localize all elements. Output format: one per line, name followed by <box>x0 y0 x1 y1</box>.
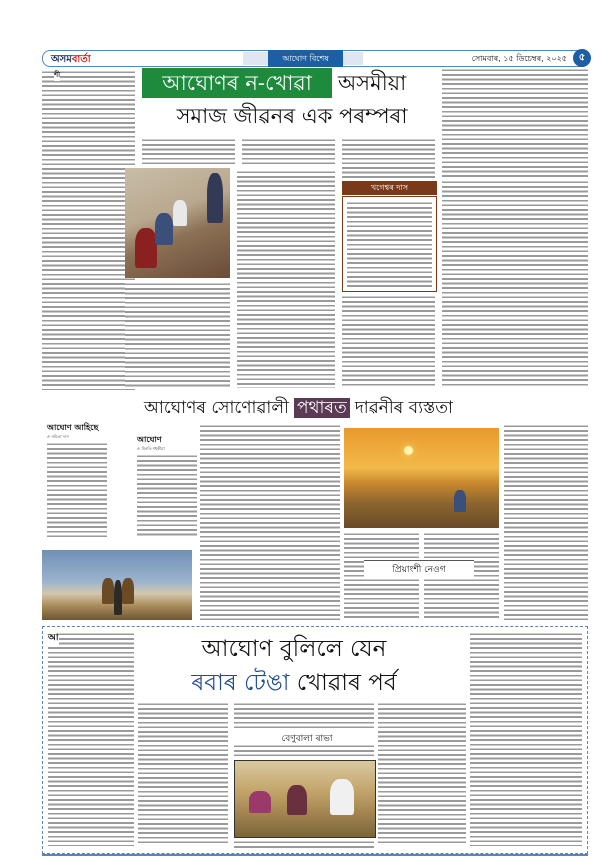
brand-logo <box>51 52 91 69</box>
photo-figure <box>173 200 187 226</box>
article3-column-3c <box>234 840 374 850</box>
article3-headline-rest: খোৱাৰ পৰ্ব <box>296 670 397 696</box>
article2-headline-highlight: পথাৰত <box>294 398 350 418</box>
article2-byline: প্ৰিয়াংশী নেওগ <box>364 560 474 577</box>
sidebar-box <box>342 196 437 292</box>
article1-column-5 <box>442 68 588 178</box>
photo-paddy-bundle <box>122 578 134 604</box>
article1-column-1 <box>42 70 135 390</box>
article1-headline-line2: সমাজ জীৱনৰ এক পৰম্পৰা <box>176 104 408 128</box>
photo-figure <box>135 228 157 268</box>
article3-headline-line1: আঘোণ বুলিলে যেন <box>201 636 387 662</box>
article1-dropcap: শী <box>54 71 61 79</box>
photo-figure <box>155 213 173 245</box>
poem2-title: আঘোণ <box>137 434 162 444</box>
article1-headline-rest: অসমীয়া <box>338 71 407 95</box>
article3-column-3 <box>234 702 374 728</box>
photo-figure <box>114 580 122 615</box>
article3-byline: বেণুবালা ৰাভা <box>281 734 333 744</box>
article3-column-3b <box>234 744 374 756</box>
article3-column-4 <box>378 702 466 846</box>
strip-accent <box>343 52 363 65</box>
article3-column-1 <box>48 632 134 846</box>
photo-figure <box>330 779 354 815</box>
poem2-author: ✍ মিনতি শইকীয়া <box>137 446 165 451</box>
photo-paddy-bundle <box>102 578 114 604</box>
poem1-text <box>47 442 107 540</box>
article3-headline-blue: ৰবাৰ টেঙা <box>191 670 290 696</box>
brand-suffix: বাৰ্তা <box>71 54 91 65</box>
article2-headline-part2: দাৱনীৰ ব্যস্ততা <box>354 398 453 418</box>
harvest-sunset-photo <box>344 428 499 528</box>
brand-prefix: অসম <box>51 54 72 65</box>
paddy-carrier-photo <box>42 550 192 620</box>
sun-icon <box>404 446 413 455</box>
poem1-title: আঘোণ আহিছে <box>47 422 99 432</box>
women-harvesting-photo <box>234 760 376 838</box>
article2-headline <box>144 395 590 421</box>
article1-column-9 <box>442 180 588 388</box>
article1-column-7 <box>125 282 230 388</box>
article1-column-3 <box>242 138 335 166</box>
article1-column-4 <box>342 138 435 178</box>
article2-headline-part1: আঘোণৰ সোণোৱালী <box>144 398 289 418</box>
photo-figure <box>454 490 466 512</box>
strip-accent <box>243 52 268 65</box>
article3-headline <box>134 632 454 700</box>
page-number: ৫ <box>573 49 591 67</box>
photo-figure <box>249 791 271 813</box>
photo-figure <box>207 173 223 223</box>
article2-column-1 <box>200 424 340 620</box>
photo-figure <box>287 785 307 815</box>
article1-headline-highlight: আঘোণৰ ন-খোৱা <box>142 68 332 98</box>
poem2-text <box>137 454 197 536</box>
article1-column-6 <box>237 170 335 388</box>
community-feast-photo <box>125 168 230 278</box>
sidebar-box-text <box>347 201 432 287</box>
newspaper-page <box>42 50 590 810</box>
article3-dropcap: আ <box>48 630 59 645</box>
article1-column-8 <box>342 295 435 388</box>
sidebar-box-author: খগেশ্বৰ দাস <box>342 181 437 195</box>
article3-column-5 <box>470 632 582 846</box>
poem1-author: ✍ নমিতা দাস <box>47 434 69 439</box>
section-label: আঘোণ বিশেষ <box>268 50 343 67</box>
issue-date: সোমবাৰ, ১৫ ডিচেম্বৰ, ২০২৫ <box>471 54 567 63</box>
article3-column-2 <box>138 702 228 846</box>
article1-column-2 <box>142 138 235 166</box>
article2-column-4 <box>504 424 588 620</box>
masthead-strip <box>42 50 590 67</box>
